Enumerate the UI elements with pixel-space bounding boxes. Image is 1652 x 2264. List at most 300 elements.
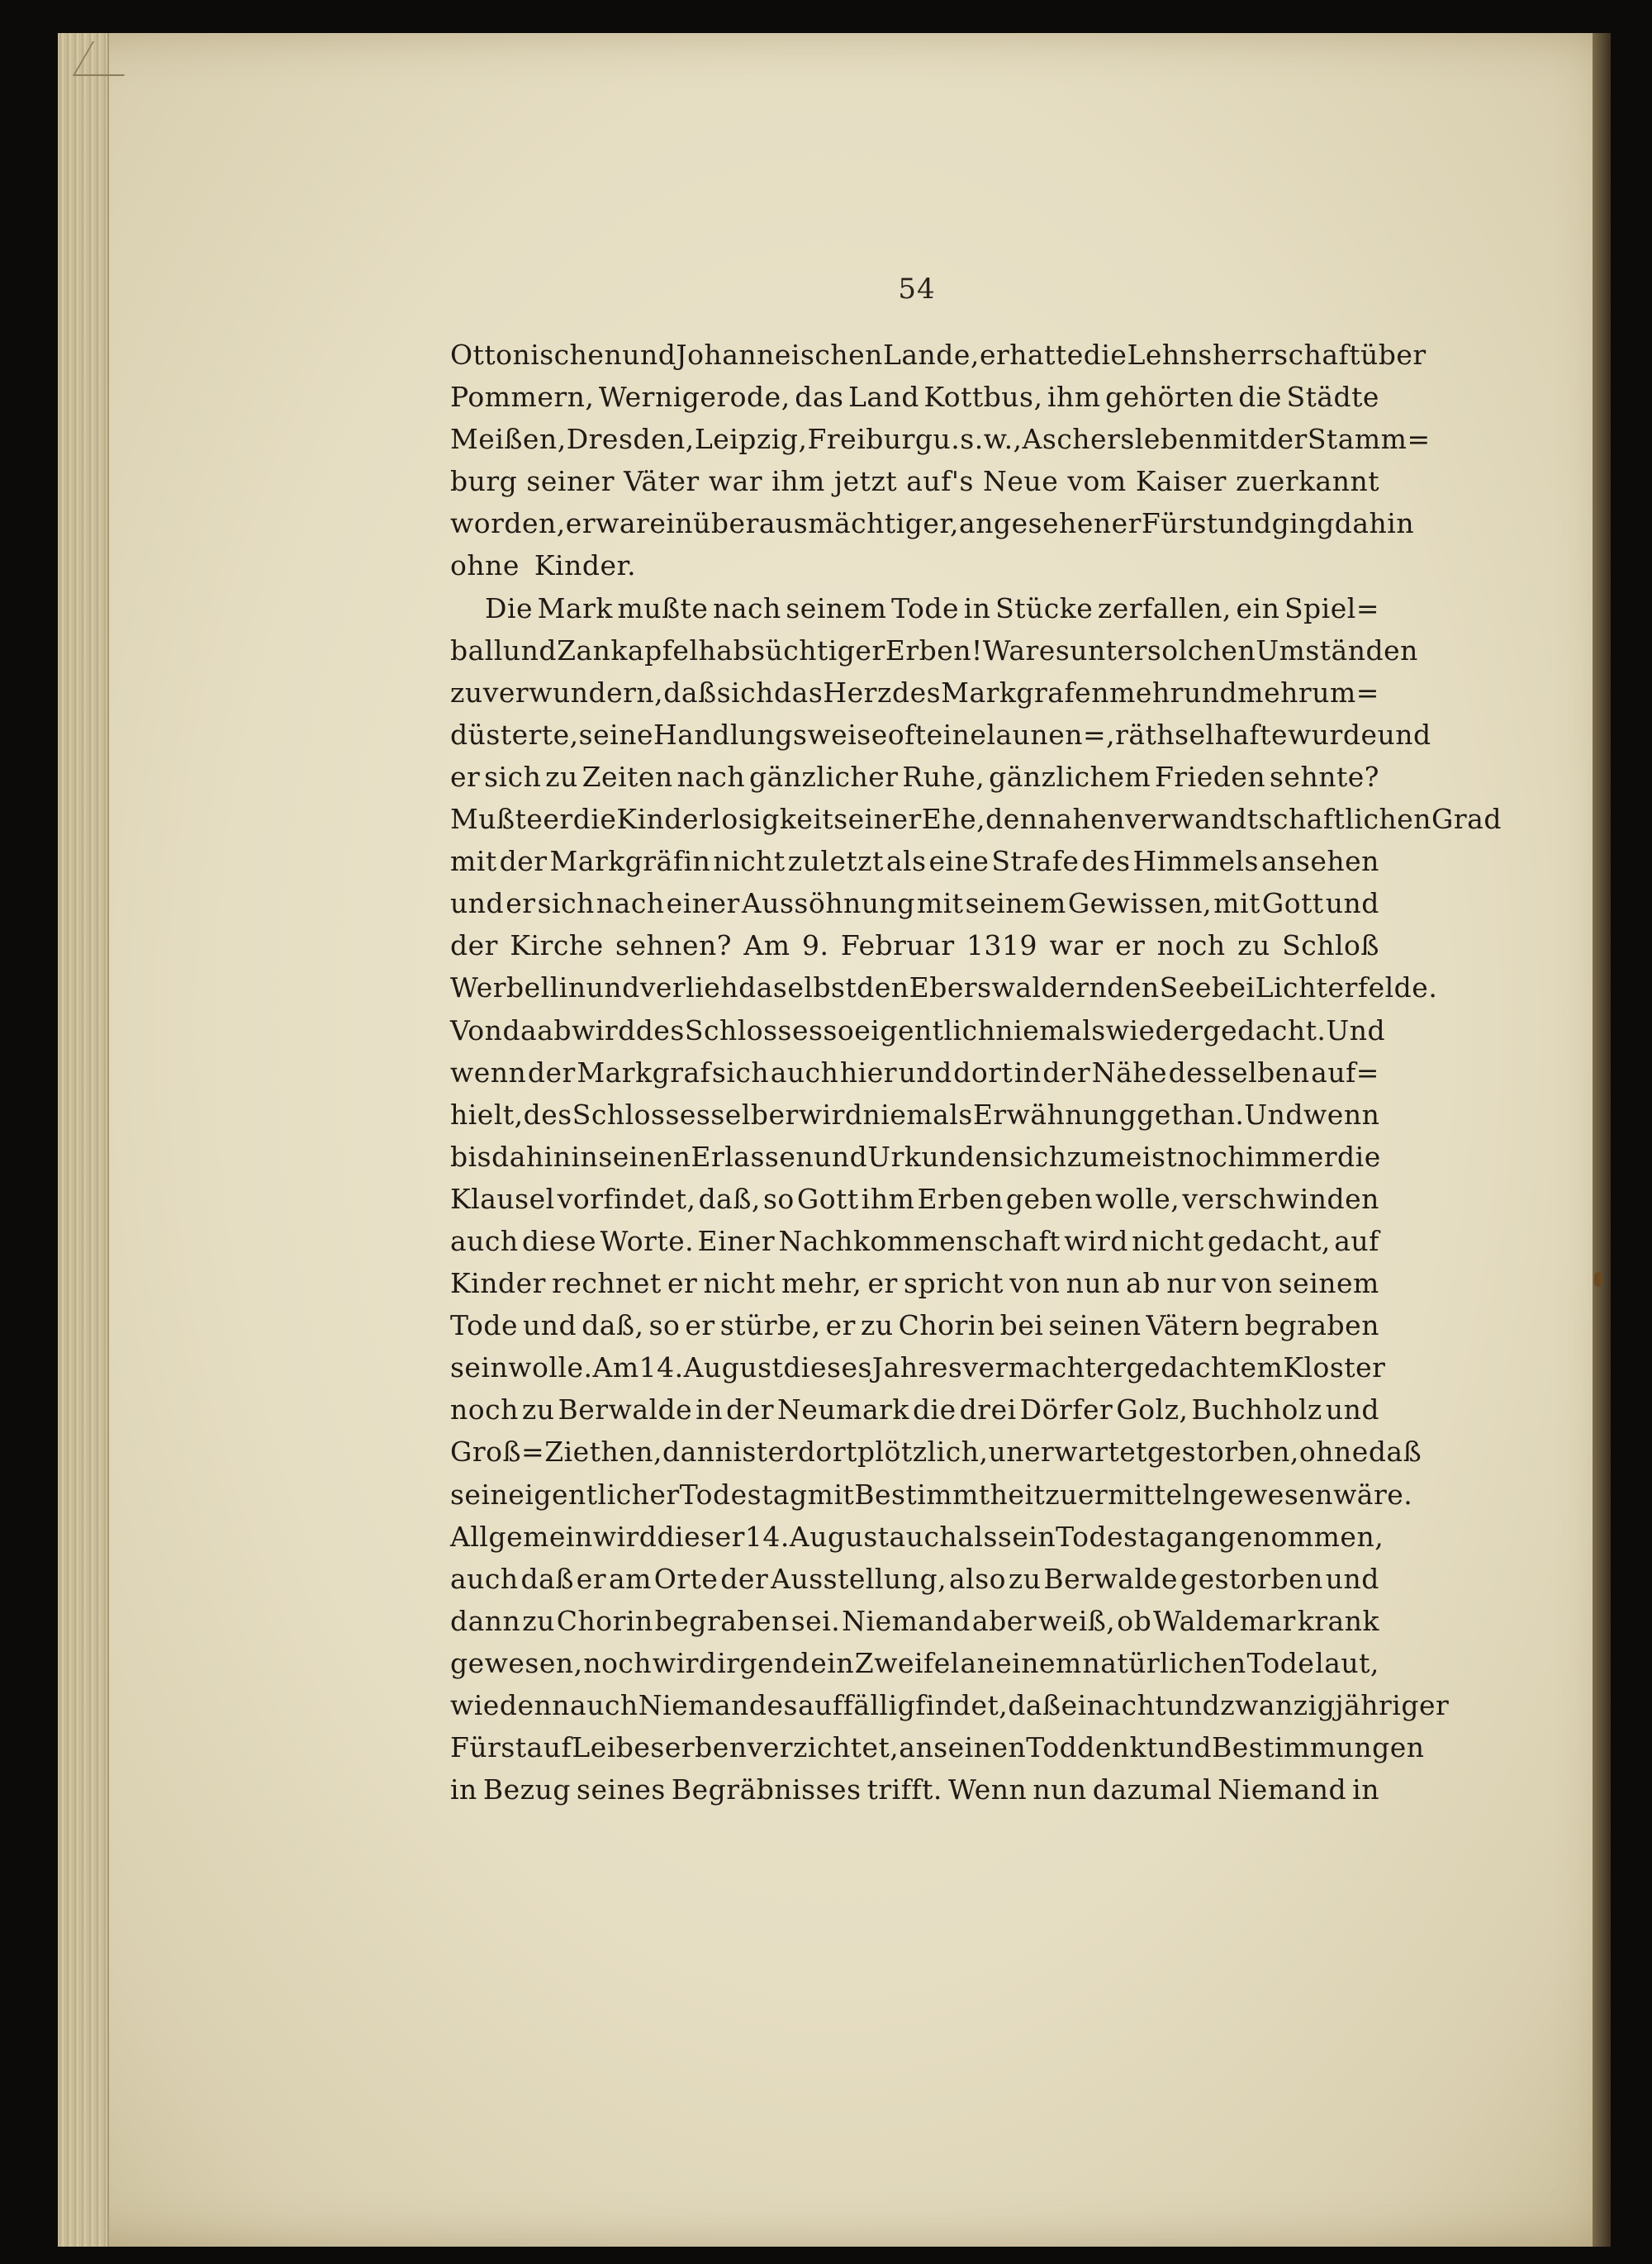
word: Berwalde bbox=[558, 1393, 693, 1426]
word: wenn bbox=[450, 1056, 527, 1089]
word: des bbox=[1081, 845, 1131, 878]
word: über bbox=[1360, 339, 1427, 371]
word: gänzlichem bbox=[989, 760, 1151, 793]
word: dahin bbox=[491, 1140, 572, 1173]
word: und bbox=[1184, 676, 1238, 709]
word: sein bbox=[450, 1478, 509, 1511]
word: Bestimmungen bbox=[1212, 1731, 1425, 1764]
text-line bbox=[450, 1183, 1379, 1225]
word: und bbox=[814, 1140, 868, 1173]
word: desselben bbox=[1168, 1056, 1310, 1089]
word: Tode bbox=[1246, 1646, 1315, 1679]
word: Erlassen bbox=[691, 1140, 814, 1173]
word: Strafe bbox=[991, 845, 1080, 878]
text-line bbox=[450, 1267, 1379, 1309]
word: er bbox=[1096, 1351, 1127, 1384]
word: Neue bbox=[983, 465, 1059, 498]
word: Kinderlosigkeit bbox=[616, 803, 834, 836]
page-number: 54 bbox=[898, 273, 936, 306]
word: Leipzig, bbox=[694, 423, 808, 456]
word: nach bbox=[596, 887, 665, 920]
word: ist bbox=[733, 1436, 768, 1469]
word: noch bbox=[450, 1393, 519, 1426]
word: w., bbox=[983, 423, 1023, 456]
word: ging bbox=[1271, 507, 1335, 540]
word: 14. bbox=[744, 1520, 790, 1553]
word: und bbox=[622, 339, 676, 371]
word: Allgemein bbox=[450, 1520, 593, 1553]
text-line bbox=[450, 1099, 1379, 1141]
word: burg bbox=[450, 465, 518, 498]
word: Golz, bbox=[1116, 1393, 1189, 1426]
word: mehr, bbox=[781, 1267, 862, 1300]
word: eine bbox=[928, 845, 990, 878]
word: Schlosses bbox=[572, 1098, 711, 1131]
word: der bbox=[527, 1056, 576, 1089]
text-line bbox=[450, 803, 1502, 845]
word: s. bbox=[960, 423, 984, 456]
text-line bbox=[450, 1605, 1379, 1647]
word: eigentlich bbox=[854, 1013, 996, 1047]
word: und bbox=[523, 1309, 577, 1342]
word: nicht bbox=[703, 1267, 776, 1300]
word: angesehener bbox=[959, 507, 1142, 540]
word: eigentlicher bbox=[508, 1478, 680, 1511]
word: seiner bbox=[833, 803, 922, 836]
word: seiner bbox=[526, 465, 615, 498]
word: nur bbox=[1166, 1267, 1217, 1300]
word: gestorben bbox=[1180, 1562, 1323, 1595]
word: Worte. bbox=[600, 1224, 695, 1257]
word: der bbox=[499, 845, 548, 878]
word: gewesen bbox=[1209, 1478, 1334, 1511]
word: Kinder bbox=[450, 1267, 546, 1300]
word: seinen bbox=[1048, 1309, 1142, 1342]
word: einer bbox=[666, 887, 740, 920]
word: Groß=Ziethen, bbox=[450, 1436, 662, 1469]
word: wird bbox=[572, 1013, 636, 1047]
word: mehr bbox=[1237, 676, 1313, 709]
word: Von bbox=[450, 1013, 503, 1047]
word: er bbox=[1115, 929, 1146, 962]
word: gewesen, bbox=[450, 1646, 583, 1679]
word: Kinder. bbox=[534, 549, 637, 582]
word: die bbox=[912, 1393, 957, 1426]
word: Niemand bbox=[638, 1689, 767, 1721]
word: Grad bbox=[1431, 803, 1502, 836]
word: Niemand bbox=[1218, 1773, 1347, 1806]
word: stürbe, bbox=[719, 1309, 821, 1342]
word: der bbox=[1259, 423, 1308, 456]
word: Jahres bbox=[871, 1351, 963, 1384]
word: nun bbox=[1032, 1773, 1087, 1806]
word: Gott bbox=[796, 1182, 859, 1215]
word: dieser bbox=[657, 1520, 745, 1553]
word: daß, bbox=[698, 1182, 761, 1215]
word: auch bbox=[770, 1056, 839, 1089]
word: achtundzwanzigjähriger bbox=[1104, 1689, 1450, 1721]
word: angenommen, bbox=[1184, 1520, 1384, 1553]
word: ihm bbox=[861, 1182, 915, 1215]
word: eine bbox=[926, 718, 987, 751]
word: Pommern, bbox=[450, 381, 595, 414]
word: Kirche bbox=[510, 929, 604, 962]
word: zu bbox=[450, 676, 483, 709]
word: sich bbox=[711, 1056, 770, 1089]
word: einem bbox=[995, 1646, 1082, 1679]
word: unter bbox=[1070, 634, 1147, 667]
word: sehnen? bbox=[615, 929, 732, 962]
word: Umständen bbox=[1256, 634, 1418, 667]
word: See bbox=[1159, 971, 1212, 1004]
text-line bbox=[450, 971, 1438, 1013]
word: Schlosses bbox=[684, 1013, 824, 1047]
word: wolle. bbox=[508, 1351, 593, 1384]
word: August bbox=[683, 1351, 784, 1384]
word: Väter bbox=[624, 465, 700, 498]
word: in bbox=[571, 1140, 599, 1173]
word: gedacht. bbox=[1203, 1013, 1327, 1047]
word: 14. bbox=[638, 1351, 684, 1384]
text-line bbox=[450, 549, 1379, 591]
word: natürlichen bbox=[1082, 1646, 1246, 1679]
word: als bbox=[885, 845, 927, 878]
word: und bbox=[1157, 1731, 1213, 1764]
word: Mußte bbox=[450, 803, 544, 836]
word: Herz bbox=[823, 676, 892, 709]
word: Niemand bbox=[842, 1604, 971, 1637]
word: drei bbox=[959, 1393, 1017, 1426]
word: vorfindet, bbox=[557, 1182, 696, 1215]
word: ob bbox=[1117, 1604, 1152, 1637]
word: Markgrafen bbox=[941, 676, 1109, 709]
word: Spiel= bbox=[1284, 591, 1379, 624]
word: räthselhafte bbox=[1115, 718, 1289, 751]
word: da bbox=[502, 1013, 538, 1047]
word: zu bbox=[1045, 1478, 1078, 1511]
word: in bbox=[963, 591, 991, 624]
word: Chorin bbox=[556, 1604, 653, 1637]
word: aber bbox=[971, 1604, 1037, 1637]
word: Wernigerode, bbox=[598, 381, 790, 414]
word: und bbox=[1218, 507, 1272, 540]
word: des bbox=[635, 1013, 685, 1047]
word: nach bbox=[676, 760, 746, 793]
text-line bbox=[450, 423, 1431, 465]
word: Erben! bbox=[885, 634, 983, 667]
word: daß bbox=[520, 1562, 574, 1595]
word: ohne bbox=[450, 549, 520, 582]
word: Gott bbox=[1261, 887, 1324, 920]
text-line bbox=[450, 929, 1379, 971]
word: zu bbox=[522, 1604, 555, 1637]
word: von bbox=[1009, 1267, 1061, 1300]
word: es bbox=[767, 1689, 798, 1721]
word: Tode bbox=[891, 591, 960, 624]
word: Schloß bbox=[1282, 929, 1379, 962]
word: Fürst bbox=[1141, 507, 1218, 540]
word: nun bbox=[1066, 1267, 1120, 1300]
text-line bbox=[450, 887, 1379, 929]
word: niemals bbox=[995, 1013, 1106, 1047]
word: Ottonischen bbox=[450, 339, 623, 371]
word: niemals bbox=[862, 1098, 973, 1131]
word: der bbox=[726, 1393, 774, 1426]
word: daß bbox=[663, 676, 717, 709]
ink-stain bbox=[1594, 1272, 1602, 1287]
word: düsterte, bbox=[450, 718, 579, 751]
word: Leibeserben bbox=[572, 1731, 748, 1764]
word: Todestag bbox=[679, 1478, 808, 1511]
text-line bbox=[450, 1773, 1379, 1815]
word: ermitteln bbox=[1077, 1478, 1210, 1511]
word: Waldemar bbox=[1153, 1604, 1296, 1637]
word: mit bbox=[450, 845, 497, 878]
word: er bbox=[685, 1309, 715, 1342]
word: gehörten bbox=[1105, 381, 1234, 414]
word: daß bbox=[1008, 1689, 1061, 1721]
word: Himmels bbox=[1132, 845, 1259, 878]
word: mit bbox=[1213, 423, 1260, 456]
word: wie bbox=[450, 1689, 500, 1721]
word: Kloster bbox=[1283, 1351, 1386, 1384]
word: habsüchtiger bbox=[698, 634, 885, 667]
word: Ausstellung, bbox=[771, 1562, 947, 1595]
word: von bbox=[1222, 1267, 1273, 1300]
word: bei bbox=[999, 1309, 1044, 1342]
word: Todestag bbox=[1056, 1520, 1184, 1553]
word: begraben bbox=[1244, 1309, 1379, 1342]
word: ab bbox=[537, 1013, 572, 1047]
word: u. bbox=[933, 423, 961, 456]
word: vermacht bbox=[962, 1351, 1097, 1384]
word: die bbox=[1337, 1140, 1381, 1173]
word: Dresden, bbox=[566, 423, 695, 456]
word: selber bbox=[710, 1098, 799, 1131]
word: es bbox=[1038, 634, 1070, 667]
text-line bbox=[450, 1647, 1379, 1689]
word: zuletzt bbox=[787, 845, 884, 878]
word: ein bbox=[1061, 1689, 1105, 1721]
word: gedachtem bbox=[1126, 1351, 1284, 1384]
word: Bezug bbox=[482, 1773, 571, 1806]
word: Aschersleben bbox=[1022, 423, 1213, 456]
word: das bbox=[795, 381, 844, 414]
word: daß bbox=[1368, 1436, 1422, 1469]
word: Städte bbox=[1286, 381, 1379, 414]
word: und bbox=[1325, 1393, 1379, 1426]
word: der bbox=[720, 1562, 769, 1595]
word: am bbox=[608, 1562, 652, 1595]
word: Wenn bbox=[947, 1773, 1028, 1806]
word: war bbox=[1049, 929, 1104, 962]
word: er bbox=[825, 1309, 856, 1342]
word: zumeist bbox=[1066, 1140, 1178, 1173]
text-line bbox=[450, 1056, 1379, 1099]
word: rechnet bbox=[552, 1267, 662, 1300]
word: in bbox=[695, 1393, 724, 1426]
word: nicht bbox=[1132, 1224, 1204, 1257]
text-line bbox=[450, 1141, 1379, 1183]
word: wird bbox=[798, 1098, 863, 1131]
word: ein bbox=[1236, 591, 1280, 624]
word: in bbox=[1352, 1773, 1379, 1806]
word: die bbox=[1083, 339, 1127, 371]
word: mächtiger, bbox=[808, 507, 960, 540]
word: an bbox=[899, 1731, 934, 1764]
word: mehr bbox=[1109, 676, 1184, 709]
word: Und bbox=[1326, 1013, 1386, 1047]
word: dann bbox=[662, 1436, 733, 1469]
word: auf bbox=[1334, 1224, 1379, 1257]
word: er bbox=[576, 1562, 607, 1595]
word: Kaiser bbox=[1135, 465, 1227, 498]
word: ihm bbox=[1047, 381, 1101, 414]
word: so bbox=[648, 1309, 681, 1342]
word: Ruhe, bbox=[902, 760, 985, 793]
word: zu bbox=[1008, 1562, 1042, 1595]
word: war bbox=[708, 465, 763, 498]
word: war bbox=[596, 507, 650, 540]
word: findet, bbox=[915, 1689, 1009, 1721]
word: der bbox=[450, 929, 498, 962]
word: den bbox=[1107, 971, 1160, 1004]
text-line bbox=[450, 761, 1379, 803]
word: verzichtet, bbox=[747, 1731, 900, 1764]
word: Eberswaldern bbox=[909, 971, 1108, 1004]
word: Johanneischen bbox=[676, 339, 883, 371]
word: er bbox=[667, 1267, 698, 1300]
word: nach bbox=[713, 591, 781, 624]
word: des bbox=[891, 676, 942, 709]
word: nahen bbox=[1037, 803, 1126, 836]
word: geben bbox=[1005, 1182, 1093, 1215]
word: und bbox=[1325, 1562, 1379, 1595]
word: verschwinden bbox=[1182, 1182, 1379, 1215]
word: das bbox=[774, 676, 824, 709]
word: hier bbox=[839, 1056, 898, 1089]
word: Begräbnisses bbox=[671, 1773, 862, 1806]
word: trifft. bbox=[866, 1773, 942, 1806]
word: ball bbox=[450, 634, 503, 667]
word: Erben bbox=[917, 1182, 1004, 1215]
word: auch bbox=[450, 1562, 519, 1595]
word: also bbox=[948, 1562, 1006, 1595]
body-text bbox=[450, 339, 1502, 1815]
word: sich bbox=[537, 887, 595, 920]
word: Kottbus, bbox=[923, 381, 1043, 414]
word: seinem bbox=[965, 887, 1066, 920]
word: Dörfer bbox=[1019, 1393, 1113, 1426]
text-line bbox=[450, 1225, 1379, 1267]
word: ein bbox=[810, 1646, 855, 1679]
word: Die bbox=[485, 591, 534, 624]
word: Februar bbox=[840, 929, 955, 962]
word: so bbox=[763, 1182, 795, 1215]
word: Land bbox=[847, 381, 919, 414]
word: hatte bbox=[1009, 339, 1084, 371]
word: sich bbox=[1009, 1140, 1067, 1173]
word: verwandtschaftlichen bbox=[1125, 803, 1432, 836]
word: zu bbox=[1237, 929, 1270, 962]
word: Markgraf bbox=[577, 1056, 711, 1089]
word: weiß, bbox=[1037, 1604, 1116, 1637]
word: begraben bbox=[654, 1604, 790, 1637]
word: Gewissen, bbox=[1067, 887, 1213, 920]
word: Buchholz bbox=[1191, 1393, 1322, 1426]
text-line bbox=[450, 1351, 1386, 1393]
word: Zeiten bbox=[582, 760, 673, 793]
word: Frieden bbox=[1155, 760, 1266, 793]
text-line bbox=[450, 1013, 1386, 1056]
word: ohne bbox=[1298, 1436, 1369, 1469]
word: er bbox=[450, 760, 481, 793]
word: oft bbox=[887, 718, 927, 751]
word: Neumark bbox=[777, 1393, 909, 1426]
word: Tod bbox=[1026, 1731, 1078, 1764]
text-line bbox=[450, 339, 1427, 381]
word: August bbox=[789, 1520, 890, 1553]
word: mit bbox=[916, 887, 964, 920]
word: sich bbox=[484, 760, 542, 793]
page-edge-stack bbox=[58, 33, 109, 2247]
word: mit bbox=[807, 1478, 855, 1511]
word: worden, bbox=[450, 507, 566, 540]
word: 1319 bbox=[966, 929, 1038, 962]
word: wolle, bbox=[1095, 1182, 1180, 1215]
word: Stücke bbox=[995, 591, 1094, 624]
word: hielt, bbox=[450, 1098, 524, 1131]
word: er bbox=[979, 339, 1010, 371]
word: Aussöhnung bbox=[741, 887, 915, 920]
word: er bbox=[543, 803, 573, 836]
word: und bbox=[1325, 887, 1379, 920]
word: und bbox=[586, 971, 640, 1004]
word: Vätern bbox=[1146, 1309, 1240, 1342]
word: Bestimmtheit bbox=[854, 1478, 1046, 1511]
word: laut, bbox=[1315, 1646, 1379, 1679]
word: sehnte? bbox=[1269, 760, 1379, 793]
text-line bbox=[450, 718, 1431, 761]
word: unerwartet bbox=[988, 1436, 1148, 1469]
text-line bbox=[450, 1393, 1379, 1436]
word: er bbox=[506, 887, 536, 920]
word: solchen bbox=[1146, 634, 1256, 667]
word: Fürst bbox=[450, 1731, 527, 1764]
word: zu bbox=[521, 1393, 555, 1426]
word: und bbox=[502, 634, 558, 667]
text-line bbox=[450, 381, 1379, 423]
word: gestorben, bbox=[1147, 1436, 1299, 1469]
word: und bbox=[898, 1056, 952, 1089]
word: mit bbox=[1213, 887, 1260, 920]
text-line bbox=[450, 1563, 1379, 1605]
word: wird bbox=[652, 1646, 717, 1679]
binding-shadow bbox=[1593, 33, 1611, 2247]
word: den bbox=[857, 971, 909, 1004]
word: er bbox=[565, 507, 596, 540]
word: plötzlich, bbox=[857, 1436, 989, 1469]
word: jetzt bbox=[833, 465, 898, 498]
word: bis bbox=[450, 1140, 492, 1173]
word: gethan. bbox=[1137, 1098, 1245, 1131]
word: denkt bbox=[1077, 1731, 1158, 1764]
word: ab bbox=[1126, 1267, 1161, 1300]
word: zerfallen, bbox=[1097, 591, 1232, 624]
word: sei. bbox=[790, 1604, 841, 1637]
word: wird bbox=[592, 1520, 657, 1553]
word: er bbox=[867, 1267, 898, 1300]
